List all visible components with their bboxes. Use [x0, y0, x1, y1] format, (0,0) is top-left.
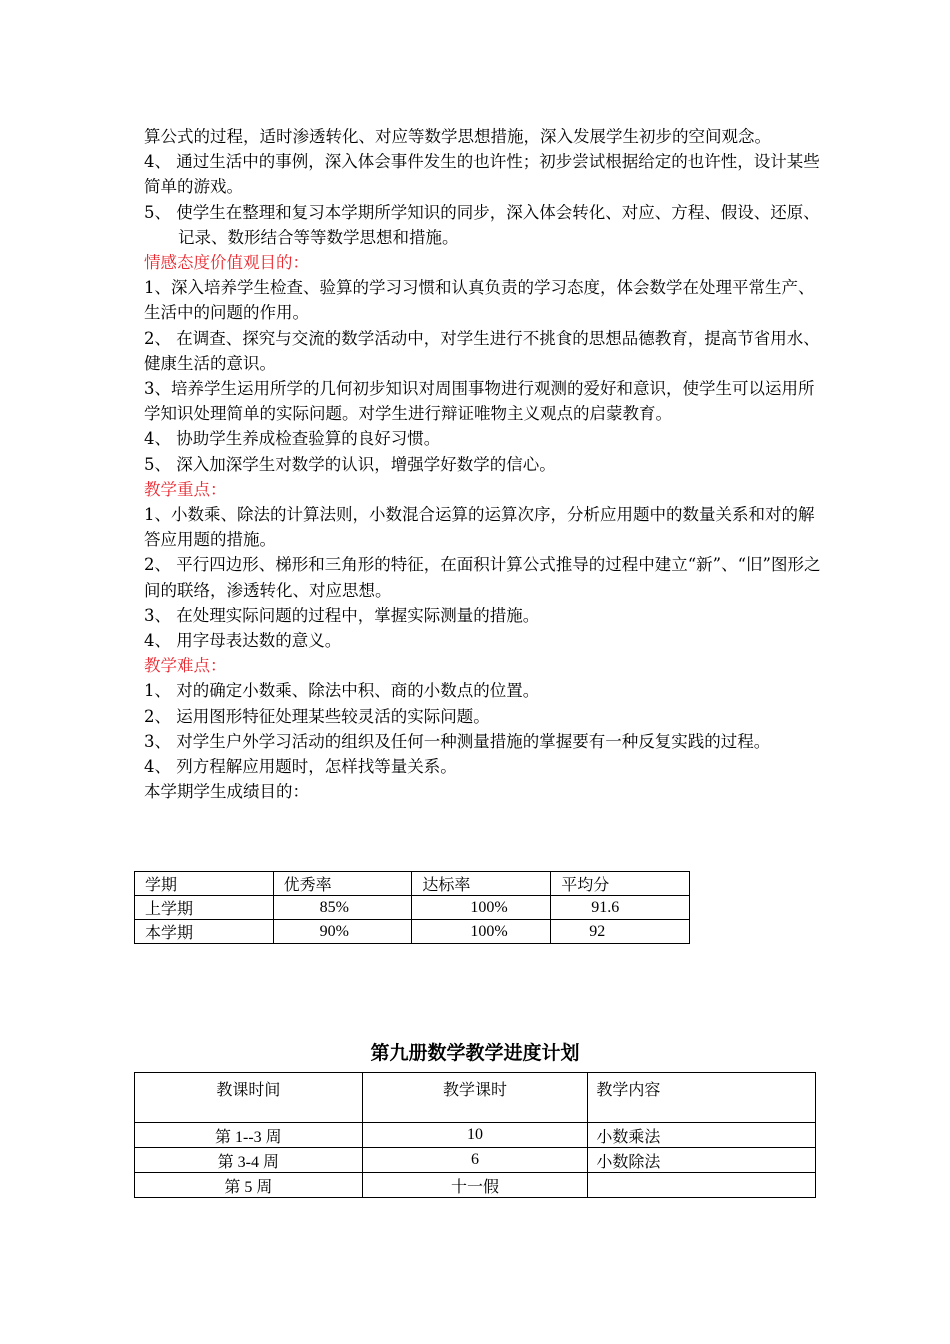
- content-cell: 小数除法: [588, 1148, 816, 1173]
- header-average: 平均分: [551, 872, 690, 896]
- paragraph: 5、 深入加深学生对数学的认识，增强学好数学的信心。: [144, 454, 556, 474]
- paragraph: 算公式的过程，适时渗透转化、对应等数学思想措施，深入发展学生初步的空间观念。: [144, 127, 771, 146]
- week-cell: 第 1--3 周: [135, 1123, 363, 1148]
- header-time: 教课时间: [135, 1073, 363, 1123]
- average-cell: 91.6: [551, 896, 690, 920]
- paragraph: 3、培养学生运用所学的几何初步知识对周围事物进行观测的爱好和意识，使学生可以运用所学知识处理简单的实际问题。对学生进行辩证唯物主义观点的启蒙教育。: [144, 379, 815, 424]
- hours-cell: 6: [362, 1148, 588, 1173]
- average-cell: 92: [551, 920, 690, 944]
- term-cell: 上学期: [135, 896, 274, 920]
- table-row: [135, 1173, 816, 1198]
- header-term: 学期: [135, 872, 274, 896]
- pass-rate-cell: 100%: [412, 920, 551, 944]
- teaching-plan-table: [134, 1072, 816, 1198]
- header-hours: 教学课时: [362, 1073, 588, 1123]
- score-goal-table: [134, 871, 690, 944]
- paragraph: 4、 用字母表达数的意义。: [144, 631, 342, 651]
- paragraph: 4、 列方程解应用题时，怎样找等量关系。: [144, 757, 457, 777]
- week-cell: 第 3-4 周: [135, 1148, 363, 1173]
- paragraph: 2、 运用图形特征处理某些较灵活的实际问题。: [144, 706, 490, 726]
- content-cell: [588, 1173, 816, 1198]
- paragraph: 本学期学生成绩目的：: [144, 782, 309, 802]
- section-heading: 教学重点：: [144, 479, 227, 499]
- table-row: [135, 920, 690, 944]
- section-heading: 情感态度价值观目的：: [144, 253, 309, 273]
- paragraph: 1、小数乘、除法的计算法则，小数混合运算的运算次序，分析应用题中的数量关系和对的解答应用题的措施。: [144, 505, 815, 550]
- paragraph: 4、 协助学生养成检查验算的良好习惯。: [144, 429, 441, 449]
- paragraph: 3、 对学生户外学习活动的组织及任何一种测量措施的掌握要有一种反复实践的过程。: [144, 731, 771, 751]
- body-text: [144, 124, 824, 804]
- paragraph: 3、 在处理实际问题的过程中，掌握实际测量的措施。: [144, 605, 540, 625]
- paragraph: 1、 对的确定小数乘、除法中积、商的小数点的位置。: [144, 681, 540, 701]
- hours-cell: 十一假: [362, 1173, 588, 1198]
- section-heading: 教学难点：: [144, 656, 227, 676]
- header-content: 教学内容: [588, 1073, 816, 1123]
- table-row: [135, 1123, 816, 1148]
- paragraph: 2、 在调查、探究与交流的数学活动中，对学生进行不挑食的思想品德教育，提高节省用水、健康生活的意识。: [144, 328, 820, 373]
- table-row: [135, 1148, 816, 1173]
- pass-rate-cell: 100%: [412, 896, 551, 920]
- header-excellent-rate: 优秀率: [273, 872, 412, 896]
- paragraph: 2、 平行四边形、梯形和三角形的特征，在面积计算公式推导的过程中建立“新”、“旧”图形之间的联络，渗透转化、对应思想。: [144, 555, 821, 600]
- hours-cell: 10: [362, 1123, 588, 1148]
- content-cell: 小数乘法: [588, 1123, 816, 1148]
- paragraph: 4、 通过生活中的事例，深入体会事件发生的也许性；初步尝试根据给定的也许性，设计某些简单的游戏。: [144, 152, 820, 197]
- table-row: [135, 896, 690, 920]
- week-cell: 第 5 周: [135, 1173, 363, 1198]
- header-pass-rate: 达标率: [412, 872, 551, 896]
- excellent-rate-cell: 90%: [273, 920, 412, 944]
- paragraph: 1、深入培养学生检查、验算的学习习惯和认真负责的学习态度，体会数学在处理平常生产、生活中的问题的作用。: [144, 278, 815, 323]
- excellent-rate-cell: 85%: [273, 896, 412, 920]
- plan-title: 第九册数学教学进度计划: [370, 1042, 580, 1064]
- table-header-row: [135, 1073, 816, 1123]
- table-header-row: [135, 872, 690, 896]
- term-cell: 本学期: [135, 920, 274, 944]
- paragraph: 5、 使学生在整理和复习本学期所学知识的同步，深入体会转化、对应、方程、假设、还原、记录、数形结合等等数学思想和措施。: [144, 202, 820, 247]
